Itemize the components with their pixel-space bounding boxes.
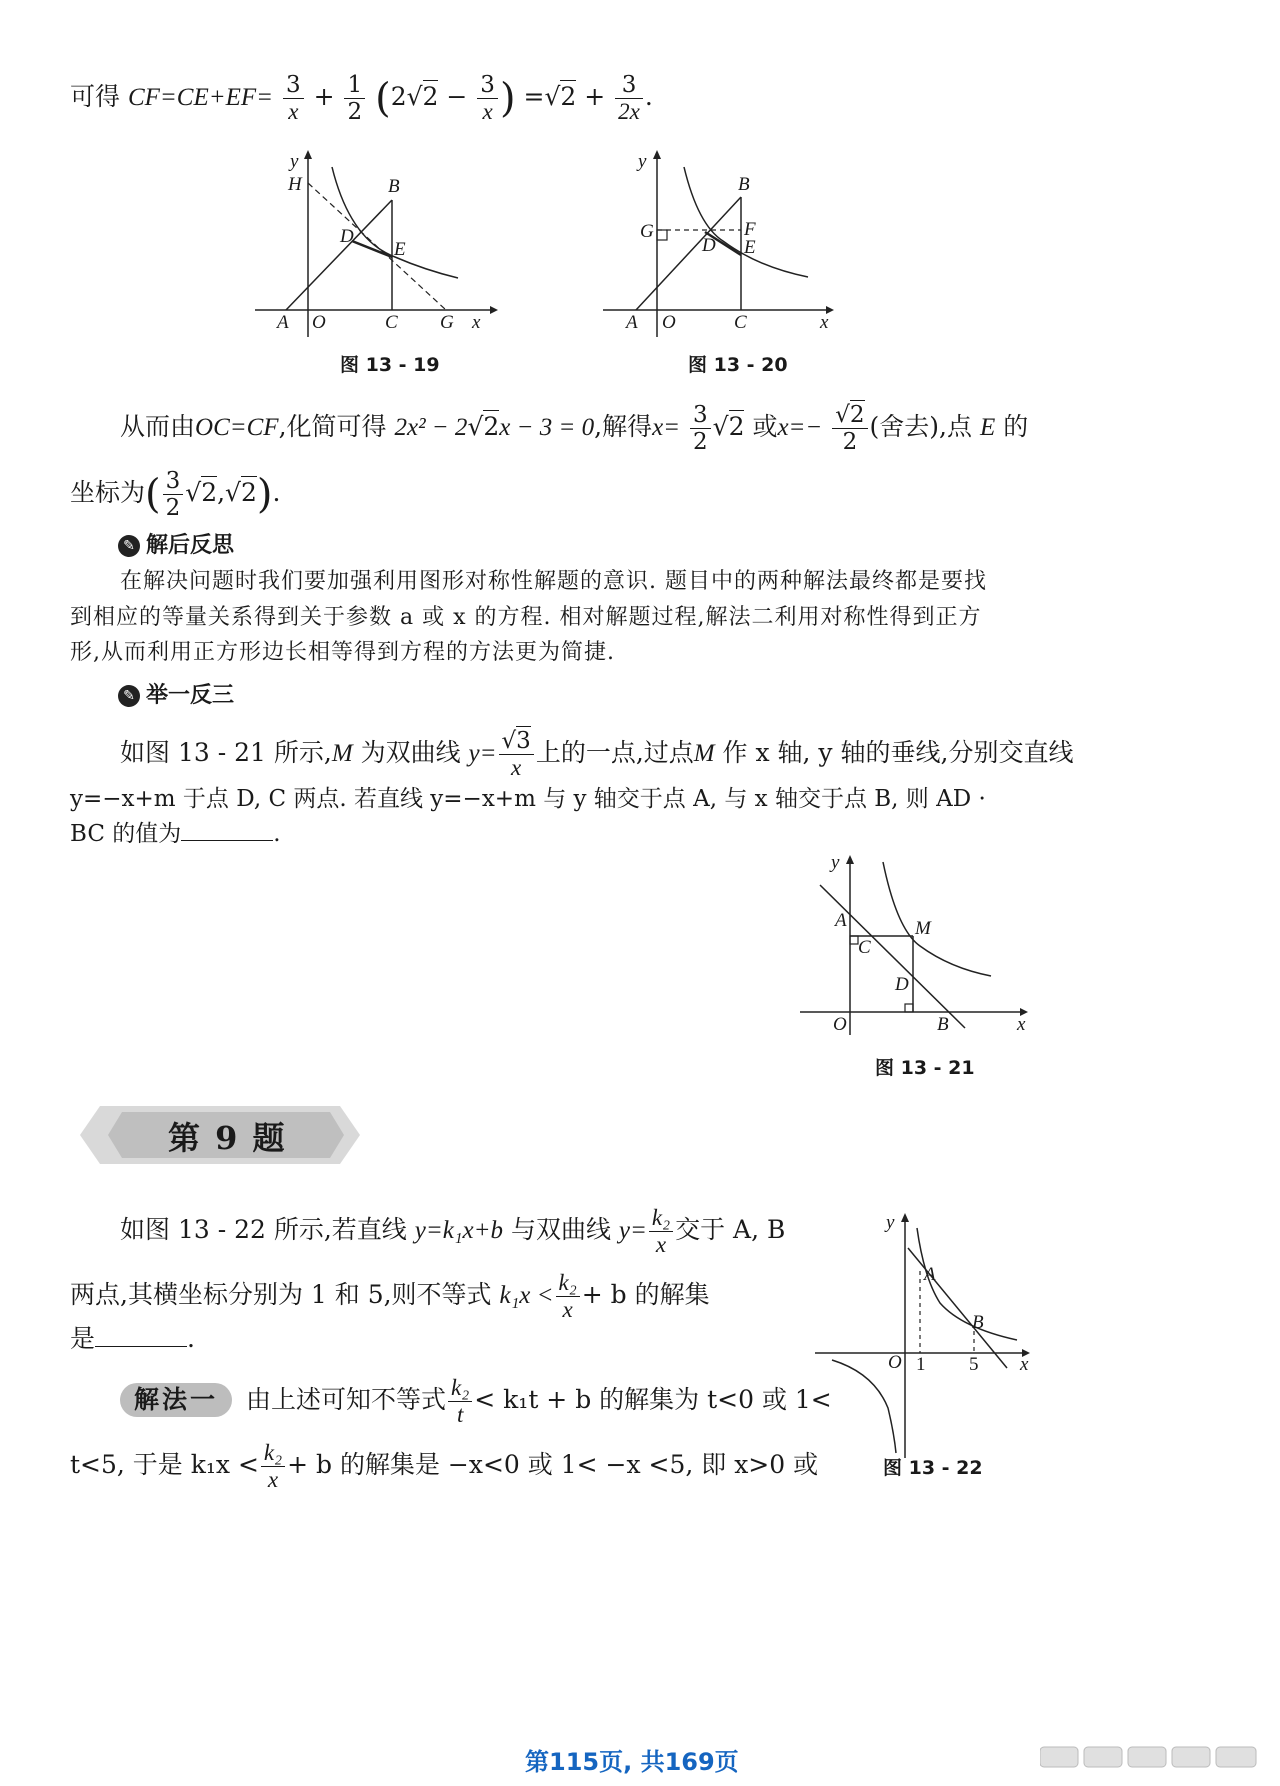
line-ab [636,197,741,310]
pen-icon: ✎ [118,535,140,557]
label-5: 5 [969,1354,979,1375]
hyperbola-curve [883,862,991,976]
label-h: H [288,174,302,195]
reflect-line1: 在解决问题时我们要加强利用图形对称性解题的意识. 题目中的两种解法最终都是要找 [120,569,987,594]
answer-blank [181,840,273,841]
label-y: y [886,1212,895,1233]
x-axis-arrow [490,306,498,314]
minus-sign: − [446,82,468,111]
plus-sign-2: + [584,82,606,111]
right-angle-mark-c [850,936,858,944]
fraction-k2-over-t: $\frac{\text{k₂}}{t}$ [448,1375,472,1428]
y-axis-arrow [846,855,854,864]
sqrt-content-2: 2 [560,82,577,111]
fraction-3-over-2-b: $\frac{3}{2}$ [163,468,184,521]
label-g: G [440,312,454,333]
solution1-line1: 解法一 由上述可知不等式 $\frac{\text{k₂}}{t}$ < k₁t + b 的解集为 t<0 或 1< [120,1375,832,1428]
right-angle-mark [657,230,667,240]
sqrt-content: 2 [422,82,439,111]
caption-fig-13-22: 图 13 - 22 [883,1457,983,1479]
label-b: B [738,174,750,195]
figure-13-19 [250,145,500,380]
label-x: x [1017,1014,1026,1035]
plus-sign: + [313,82,335,111]
solution-tag: 解法一 [120,1383,232,1417]
reflect-line3: 形,从而利用正方形边长相等得到方程的方法更为简捷. [70,640,615,665]
label-g: G [640,221,654,242]
dashed-line-hg [308,183,446,310]
extend-heading: ✎ 举一反三 [118,678,234,709]
figure-13-22 [812,1208,1042,1468]
label-y: y [638,151,647,172]
right-angle-mark-d [905,1004,913,1012]
label-b: B [937,1014,949,1035]
problem9-line2: 两点,其横坐标分别为 1 和 5,则不等式 k₁x < $\frac{\text{k₂}}{x}$ + b 的解集 [70,1270,710,1322]
caption-fig-13-20: 图 13 - 20 [688,354,788,376]
label-e: E [394,239,406,260]
extend-line1: 如图 13 - 21 所示,M 为双曲线 y= $\frac{√3}{x}$ 上的一点,过点M 作 x 轴, y 轴的垂线,分别交直线 [120,728,1074,780]
label-y: y [290,151,299,172]
caption-fig-13-21: 图 13 - 21 [875,1057,975,1079]
reflect-line2: 到相应的等量关系得到关于参数 a 或 x 的方程. 相对解题过程,解法二利用对称性得到正方 [70,605,982,630]
paren-open: ( [375,75,391,122]
section-title: 第 9 题 [168,1119,287,1157]
label-a: A [835,910,847,931]
label-a: A [924,1264,936,1285]
cf-lhs: CF [127,84,160,111]
label-o: O [833,1014,847,1035]
paren-close: ) [499,75,516,122]
answer-blank-9 [95,1346,187,1347]
reflect-heading: ✎ 解后反思 [118,528,234,559]
figure-13-21 [795,850,1045,1050]
equals-sign: = [523,82,545,111]
line-ab [908,1248,1007,1368]
fraction-1-over-2: $\frac{1}{2}$ [344,72,365,125]
fraction-k2-over-x-2: $\frac{\text{k₂}}{x}$ [556,1270,580,1323]
y-axis-arrow [653,150,661,159]
label-a: A [277,312,289,333]
para-solution-line2: 坐标为( $\frac{3}{2}$ √2,√2). [70,468,281,521]
label-x: x [472,312,481,333]
label-b: B [972,1312,984,1333]
label-c: C [734,312,747,333]
page-indicator: 第115页, 共169页 [525,1748,739,1776]
line-ab [286,200,392,310]
para-solution-line1: 从而由OC=CF,化简可得 2x² − 2√2x − 3 = 0,解得x= $\frac{3}{2}$ √2 或x=− $\frac{√2}{2}$ (舍去),点 E 的 [120,402,1029,455]
label-c: C [858,937,871,958]
label-b: B [388,176,400,197]
label-x: x [1020,1354,1029,1375]
fraction-3-over-x-2: $\frac{3}{x}$ [477,72,498,125]
label-c: C [385,312,398,333]
problem9-line3: 是 . [70,1324,195,1353]
label-y: y [831,852,840,873]
problem9-line1: 如图 13 - 22 所示,若直线 y=k₁x+b 与双曲线 y= $\frac{\text{k₂}}{x}$ 交于 A, B [120,1205,786,1257]
solution1-line2: t<5, 于是 k₁x < $\frac{\text{k₂}}{x}$ + b 的解集是 −x<0 或 1< −x <5, 即 x>0 或 [70,1440,819,1492]
fraction-k2-over-x: $\frac{\text{k₂}}{x}$ [649,1205,673,1258]
fraction-3-over-2: $\frac{3}{2}$ [690,402,711,455]
cf-eq1: =CE+EF= [159,84,274,111]
caption-fig-13-19: 图 13 - 19 [340,354,440,376]
y-axis-arrow [304,150,312,159]
label-e: E [744,237,756,258]
label-x: x [820,312,829,333]
label-a: A [626,312,638,333]
label-1: 1 [916,1354,926,1375]
label-f: F [744,219,756,240]
lead-text: 可得 [70,82,121,111]
fraction-3-over-2x: $\frac{3}{2x}$ [615,72,643,125]
figure-13-20 [598,145,848,380]
label-m: M [915,918,931,939]
fraction-sqrt2-over-2: $\frac{√2}{2}$ [832,402,867,455]
label-d: D [895,974,909,995]
y-axis-arrow [901,1213,909,1222]
pen-icon: ✎ [118,685,140,707]
label-d: D [702,235,716,256]
fraction-k2-over-x-3: $\frac{\text{k₂}}{x}$ [261,1440,285,1493]
fraction-sqrt3-over-x: $\frac{√3}{x}$ [499,728,534,781]
extend-line3: BC 的值为 . [70,821,281,847]
label-o: O [312,312,326,333]
fraction-3-over-x: $\frac{3}{x}$ [283,72,304,125]
line-ab [820,885,965,1028]
hyperbola-branch-2 [832,1360,896,1453]
formula-cf: 可得 CF=CE+EF= $\frac{3}{x}$ + $\frac{1}{2}$ (2√2 − $\frac{3}{x}$ ) =√2 + $\frac{3}{2x}$ . [70,72,653,125]
label-d: D [340,226,354,247]
label-o: O [888,1352,902,1373]
extend-line2: y=−x+m 于点 D, C 两点. 若直线 y=−x+m 与 y 轴交于点 A, 与 x 轴交于点 B, 则 AD · [70,786,986,812]
coef-2: 2 [390,82,407,111]
label-o: O [662,312,676,333]
scroll-handle-icon[interactable] [1040,1744,1265,1770]
